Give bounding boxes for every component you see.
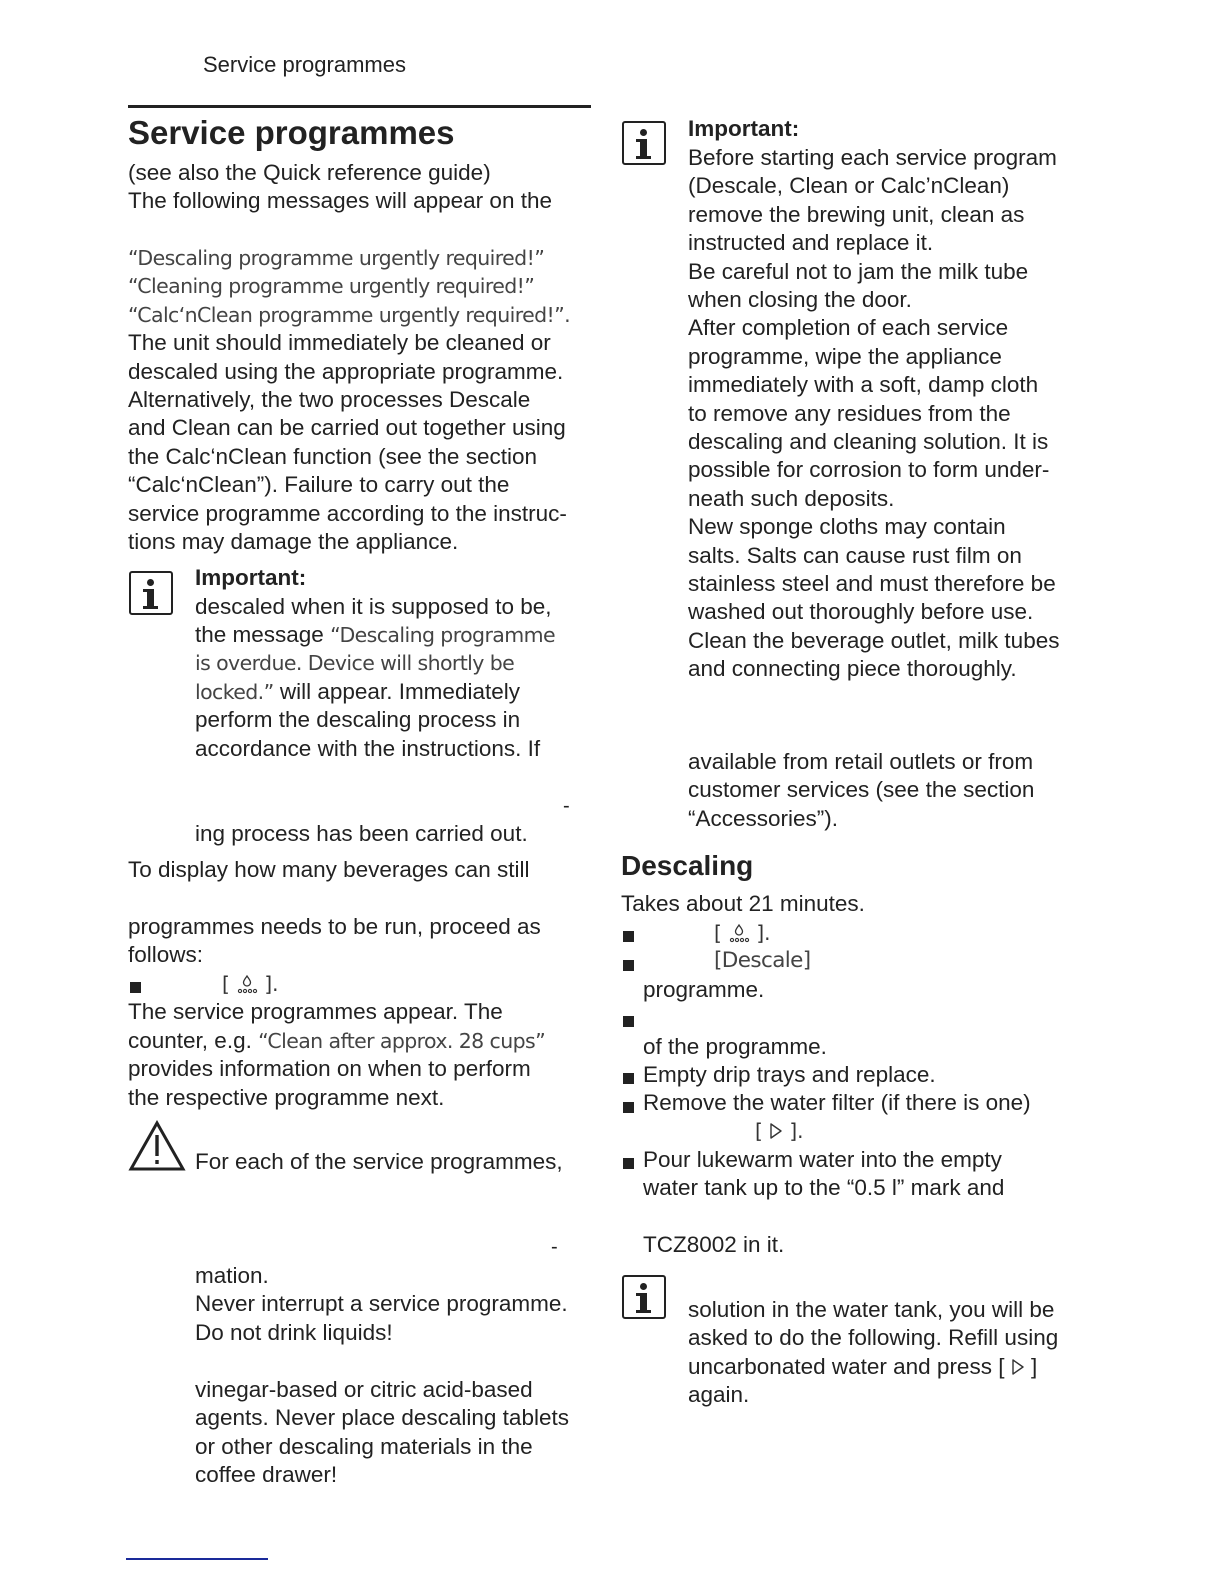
important-heading: Important: [195,565,307,590]
warning-line: vinegar-based or citric acid-based [195,1377,533,1402]
service-button-ref: [ ]. [714,921,771,945]
hyphen: - [551,1236,558,1258]
bullet-icon [130,982,141,993]
play-icon [769,1122,783,1140]
important-line: immediately with a soft, damp cloth [688,372,1039,398]
intro-line: (see also the Quick reference guide) [128,160,491,185]
body-line: service programme according to the instruc- [128,501,567,526]
body-line: tions may damage the appliance. [128,529,459,554]
body-line: and Clean can be carried out together using [128,415,566,440]
important-line: descaled when it is supposed to be, [195,594,552,619]
body-line: To display how many beverages can still [128,857,530,882]
important-line: solution in the water tank, you will be [688,1297,1055,1322]
bullet-icon [623,1016,634,1027]
important-line: when closing the door. [688,287,912,312]
important-heading: Important: [688,116,800,141]
important-line: instructed and replace it. [688,230,934,256]
important-line: salts. Salts can cause rust film on [688,542,1022,568]
bullet-icon [623,960,634,971]
display-message: “Clean after approx. 28 cups” [258,1029,546,1053]
important-line: Before starting each service program [688,145,1057,170]
body-line: Alternatively, the two processes Descale [128,387,531,412]
page-title: Service programmes [128,114,455,151]
step-line: of the programme. [643,1034,827,1059]
display-message: “Descaling programme [330,623,555,647]
header-rule [128,105,591,108]
important-line: possible for corrosion to form under- [688,457,1050,483]
warning-icon [128,1120,186,1172]
step-line: TCZ8002 in it. [643,1232,785,1257]
warning-line: agents. Never place descaling tablets [195,1405,569,1430]
duration-text: Takes about 21 minutes. [621,891,865,916]
footer-rule [126,1558,268,1560]
display-message: locked.” [195,680,274,704]
info-icon [622,1275,666,1319]
body-line: the Calc‘nClean function (see the section [128,444,537,469]
important-line: Clean the beverage outlet, milk tubes [688,627,1060,653]
display-label-descale: [Descale] [714,948,811,973]
important-line: to remove any residues from the [688,400,1011,426]
important-line: neath such deposits. [688,485,895,511]
step-line: water tank up to the “0.5 l” mark and [643,1175,1005,1200]
important-line: perform the descaling process in [195,707,521,732]
important-line: locked.” will appear. Immediately [195,679,520,704]
body-line: “Calc‘nClean”). Failure to carry out the [128,472,510,497]
section-title-descaling: Descaling [621,850,754,881]
body-line: the respective programme next. [128,1085,445,1110]
running-head: Service programmes [203,52,406,77]
service-icon [236,974,258,994]
step-line: Empty drip trays and replace. [643,1062,936,1087]
body-line: follows: [128,942,204,967]
intro-line: The following messages will appear on the [128,188,552,213]
step-line: Remove the water filter (if there is one) [643,1090,1031,1115]
warning-line: Never interrupt a service programme. [195,1291,568,1316]
important-line: customer services (see the section [688,777,1035,803]
important-line: available from retail outlets or from [688,749,1034,774]
important-line: uncarbonated water and press [ ] [688,1354,1038,1379]
body-line: provides information on when to perform [128,1056,531,1081]
step-line: programme. [643,977,765,1002]
display-message: “Calc‘nClean programme urgently required!”. [128,303,571,327]
important-line: descaling and cleaning solution. It is [688,429,1049,454]
important-line: again. [688,1382,750,1407]
important-line: remove the brewing unit, clean as [688,201,1025,227]
bullet-icon [623,1073,634,1084]
important-line: and connecting piece thoroughly. [688,656,1017,682]
important-line: ing process has been carried out. [195,821,528,846]
important-line: (Descale, Clean or Calc’nClean) [688,173,1010,199]
hyphen: - [563,795,570,817]
body-line: The service programmes appear. The [128,999,503,1024]
important-line: “Accessories”). [688,805,839,831]
body-line: descaled using the appropriate programme. [128,359,564,384]
service-icon [728,923,750,943]
bullet-icon [623,931,634,942]
important-line: New sponge cloths may contain [688,514,1006,540]
important-line: Be careful not to jam the milk tube [688,258,1029,284]
body-line: programmes needs to be run, proceed as [128,914,541,939]
info-icon [129,571,173,615]
important-line: accordance with the instructions. If [195,736,541,761]
bullet-icon [623,1158,634,1169]
body-line: The unit should immediately be cleaned or [128,330,551,355]
play-icon [1011,1358,1025,1376]
display-message: “Cleaning programme urgently required!” [128,274,535,298]
start-button-ref: [ ]. [755,1119,804,1143]
display-message: is overdue. Device will shortly be [195,651,515,675]
warning-line: or other descaling materials in the [195,1434,533,1459]
important-line: stainless steel and must therefore be [688,571,1056,596]
service-button-ref: [ ]. [222,972,279,996]
step-line: Pour lukewarm water into the empty [643,1147,1002,1172]
warning-line: Do not drink liquids! [195,1320,393,1345]
warning-line: For each of the service programmes, [195,1149,563,1174]
important-line: washed out thoroughly before use. [688,599,1034,625]
warning-line: mation. [195,1263,269,1288]
display-message: “Descaling programme urgently required!” [128,246,545,270]
info-icon [622,121,666,165]
important-line: programme, wipe the appliance [688,343,1002,369]
body-line: counter, e.g. “Clean after approx. 28 cups” [128,1028,546,1053]
important-line: asked to do the following. Refill using [688,1325,1059,1350]
warning-line: coffee drawer! [195,1462,338,1487]
important-line: the message “Descaling programme [195,622,555,647]
bullet-icon [623,1102,634,1113]
important-line: After completion of each service [688,315,1009,341]
